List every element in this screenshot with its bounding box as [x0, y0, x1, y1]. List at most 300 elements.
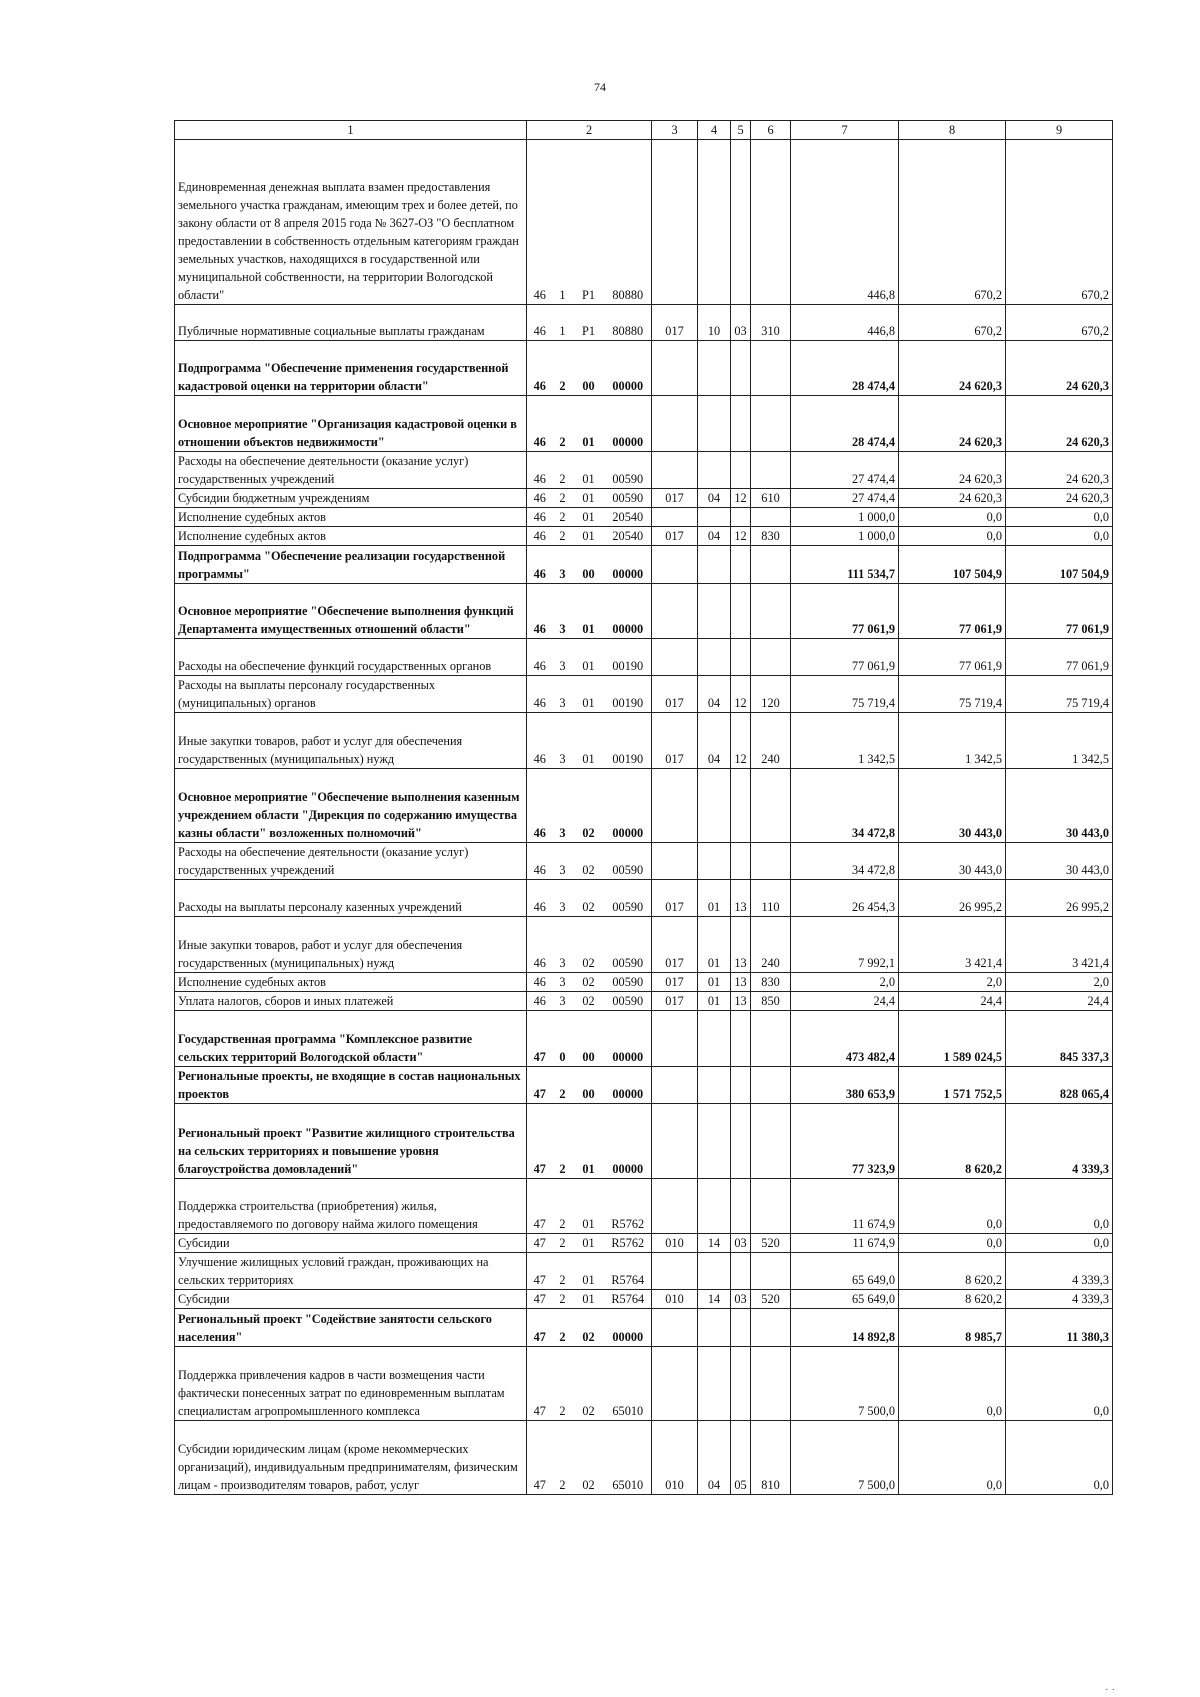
code-part-3: P1 [573, 140, 605, 305]
amount-col-8: 77 061,9 [899, 584, 1006, 639]
code-part-1: 46 [527, 140, 553, 305]
row-name: Расходы на выплаты персоналу государственных (муниципальных) органов [175, 676, 527, 713]
amount-col-7: 11 674,9 [791, 1234, 899, 1253]
amount-col-8: 30 443,0 [899, 769, 1006, 843]
row-name: Расходы на обеспечение деятельности (оказание услуг) государственных учреждений [175, 452, 527, 489]
amount-col-9: 11 380,3 [1006, 1309, 1113, 1347]
table-row [175, 140, 1113, 305]
expense-type-code: 830 [751, 973, 791, 992]
code-part-1: 46 [527, 508, 553, 527]
amount-col-9: 0,0 [1006, 1179, 1113, 1234]
code-part-2: 2 [553, 1234, 573, 1253]
code-part-2: 3 [553, 546, 573, 584]
ministry-code [652, 584, 698, 639]
section-code: 04 [698, 676, 731, 713]
expense-type-code: 520 [751, 1290, 791, 1309]
code-part-1: 47 [527, 1290, 553, 1309]
expense-type-code: 310 [751, 305, 791, 341]
code-part-4: 80880 [605, 140, 652, 305]
table-row [175, 1067, 1113, 1104]
amount-col-8: 24 620,3 [899, 341, 1006, 396]
table-row [175, 1347, 1113, 1421]
amount-col-8: 26 995,2 [899, 880, 1006, 917]
amount-col-9: 24 620,3 [1006, 489, 1113, 508]
amount-col-9: 0,0 [1006, 1347, 1113, 1421]
subsection-code: 03 [731, 1290, 751, 1309]
ministry-code [652, 843, 698, 880]
code-part-2: 2 [553, 1290, 573, 1309]
ministry-code [652, 452, 698, 489]
code-part-2: 2 [553, 1179, 573, 1234]
amount-col-7: 7 500,0 [791, 1421, 899, 1495]
header-cell-6: 6 [751, 121, 791, 140]
amount-col-9: 0,0 [1006, 508, 1113, 527]
amount-col-7: 77 061,9 [791, 584, 899, 639]
code-part-3: 01 [573, 1290, 605, 1309]
ministry-code: 010 [652, 1234, 698, 1253]
code-part-3: 00 [573, 1067, 605, 1104]
table-row [175, 1179, 1113, 1234]
ministry-code [652, 639, 698, 676]
code-part-3: 02 [573, 769, 605, 843]
code-part-4: 00590 [605, 489, 652, 508]
amount-col-9: 3 421,4 [1006, 917, 1113, 973]
amount-col-8: 30 443,0 [899, 843, 1006, 880]
section-code [698, 546, 731, 584]
amount-col-7: 27 474,4 [791, 489, 899, 508]
code-part-1: 46 [527, 917, 553, 973]
table-row [175, 546, 1113, 584]
subsection-code [731, 452, 751, 489]
table-row [175, 639, 1113, 676]
ministry-code [652, 1309, 698, 1347]
code-part-1: 46 [527, 973, 553, 992]
amount-col-7: 7 992,1 [791, 917, 899, 973]
amount-col-8: 1 342,5 [899, 713, 1006, 769]
section-code: 14 [698, 1290, 731, 1309]
expense-type-code: 240 [751, 713, 791, 769]
code-part-1: 47 [527, 1347, 553, 1421]
row-name: Улучшение жилищных условий граждан, проживающих на сельских территориях [175, 1253, 527, 1290]
section-code [698, 396, 731, 452]
amount-col-7: 26 454,3 [791, 880, 899, 917]
ministry-code [652, 1104, 698, 1179]
table-row [175, 1253, 1113, 1290]
amount-col-9: 1 342,5 [1006, 713, 1113, 769]
amount-col-9: 0,0 [1006, 527, 1113, 546]
expense-type-code [751, 508, 791, 527]
ministry-code: 017 [652, 917, 698, 973]
amount-col-7: 28 474,4 [791, 341, 899, 396]
amount-col-8: 24 620,3 [899, 489, 1006, 508]
code-part-2: 3 [553, 769, 573, 843]
code-part-3: 02 [573, 917, 605, 973]
ministry-code [652, 546, 698, 584]
code-part-2: 3 [553, 973, 573, 992]
section-code [698, 1104, 731, 1179]
section-code [698, 1253, 731, 1290]
amount-col-7: 7 500,0 [791, 1347, 899, 1421]
amount-col-9: 0,0 [1006, 1421, 1113, 1495]
subsection-code: 12 [731, 713, 751, 769]
amount-col-7: 65 649,0 [791, 1290, 899, 1309]
ministry-code [652, 396, 698, 452]
code-part-4: 00000 [605, 1104, 652, 1179]
expense-type-code: 850 [751, 992, 791, 1011]
row-name: Иные закупки товаров, работ и услуг для обеспечения государственных (муниципальных) нужд [175, 713, 527, 769]
table-row [175, 1011, 1113, 1067]
expense-type-code [751, 1179, 791, 1234]
amount-col-7: 28 474,4 [791, 396, 899, 452]
section-code [698, 1347, 731, 1421]
subsection-code: 12 [731, 676, 751, 713]
code-part-3: 00 [573, 341, 605, 396]
amount-col-7: 380 653,9 [791, 1067, 899, 1104]
code-part-3: 01 [573, 1104, 605, 1179]
amount-col-9: 4 339,3 [1006, 1290, 1113, 1309]
amount-col-9: 24 620,3 [1006, 452, 1113, 489]
code-part-2: 3 [553, 880, 573, 917]
code-part-3: 01 [573, 713, 605, 769]
amount-col-9: 26 995,2 [1006, 880, 1113, 917]
amount-col-8: 24 620,3 [899, 396, 1006, 452]
subsection-code [731, 1347, 751, 1421]
header-row [175, 121, 1113, 140]
amount-col-7: 34 472,8 [791, 843, 899, 880]
code-part-4: 00590 [605, 452, 652, 489]
amount-col-8: 3 421,4 [899, 917, 1006, 973]
ministry-code [652, 769, 698, 843]
section-code: 04 [698, 527, 731, 546]
row-name: Субсидии [175, 1290, 527, 1309]
row-name: Основное мероприятие "Обеспечение выполнения казенным учреждением области "Дирекция по содержанию имущества казны области" возложенных полномочий" [175, 769, 527, 843]
expense-type-code: 830 [751, 527, 791, 546]
section-code [698, 1179, 731, 1234]
code-part-3: 01 [573, 1234, 605, 1253]
code-part-1: 46 [527, 843, 553, 880]
row-name: Исполнение судебных актов [175, 973, 527, 992]
ministry-code [652, 1347, 698, 1421]
section-code: 04 [698, 1421, 731, 1495]
amount-col-9: 75 719,4 [1006, 676, 1113, 713]
amount-col-8: 1 589 024,5 [899, 1011, 1006, 1067]
expense-type-code [751, 1011, 791, 1067]
code-part-3: 02 [573, 1347, 605, 1421]
row-name: Основное мероприятие "Организация кадастровой оценки в отношении объектов недвижимости" [175, 396, 527, 452]
row-name: Поддержка строительства (приобретения) жилья, предоставляемого по договору найма жилого помещения [175, 1179, 527, 1234]
table-row [175, 676, 1113, 713]
code-part-3: 01 [573, 1179, 605, 1234]
code-part-2: 1 [553, 305, 573, 341]
ministry-code: 017 [652, 527, 698, 546]
subsection-code: 13 [731, 880, 751, 917]
expense-type-code [751, 1104, 791, 1179]
code-part-4: 00590 [605, 992, 652, 1011]
subsection-code [731, 639, 751, 676]
row-name: Подпрограмма "Обеспечение применения государственной кадастровой оценки на территории области" [175, 341, 527, 396]
section-code [698, 1309, 731, 1347]
section-code: 01 [698, 973, 731, 992]
section-code [698, 843, 731, 880]
code-part-4: 00190 [605, 713, 652, 769]
subsection-code: 03 [731, 1234, 751, 1253]
section-code: 01 [698, 880, 731, 917]
table-row [175, 880, 1113, 917]
ministry-code [652, 1253, 698, 1290]
code-part-1: 46 [527, 769, 553, 843]
code-part-3: 01 [573, 1253, 605, 1290]
code-part-2: 2 [553, 489, 573, 508]
row-name: Государственная программа "Комплексное развитие сельских территорий Вологодской области" [175, 1011, 527, 1067]
table-row [175, 843, 1113, 880]
ministry-code: 010 [652, 1290, 698, 1309]
code-part-3: 01 [573, 452, 605, 489]
row-name: Субсидии [175, 1234, 527, 1253]
ministry-code [652, 1011, 698, 1067]
code-part-4: 20540 [605, 508, 652, 527]
code-part-1: 47 [527, 1067, 553, 1104]
ministry-code: 010 [652, 1421, 698, 1495]
section-code [698, 452, 731, 489]
expense-type-code: 240 [751, 917, 791, 973]
subsection-code: 13 [731, 973, 751, 992]
expense-type-code: 110 [751, 880, 791, 917]
amount-col-9: 670,2 [1006, 140, 1113, 305]
code-part-1: 46 [527, 880, 553, 917]
table-body [175, 140, 1113, 1495]
expense-type-code [751, 1253, 791, 1290]
amount-col-7: 1 000,0 [791, 508, 899, 527]
table-row [175, 1234, 1113, 1253]
amount-col-9: 2,0 [1006, 973, 1113, 992]
section-code [698, 584, 731, 639]
table-row [175, 713, 1113, 769]
header-cell-2: 2 [527, 121, 652, 140]
expense-type-code: 810 [751, 1421, 791, 1495]
amount-col-8: 2,0 [899, 973, 1006, 992]
row-name: Исполнение судебных актов [175, 508, 527, 527]
code-part-3: 01 [573, 639, 605, 676]
code-part-4: 65010 [605, 1421, 652, 1495]
code-part-1: 46 [527, 396, 553, 452]
row-name: Подпрограмма "Обеспечение реализации государственной программы" [175, 546, 527, 584]
amount-col-8: 77 061,9 [899, 639, 1006, 676]
expense-type-code [751, 769, 791, 843]
ministry-code: 017 [652, 489, 698, 508]
code-part-4: 00190 [605, 639, 652, 676]
row-name: Региональный проект "Развитие жилищного строительства на сельских территориях и повышение уровня благоустройства домовладений" [175, 1104, 527, 1179]
amount-col-7: 1 000,0 [791, 527, 899, 546]
amount-col-7: 27 474,4 [791, 452, 899, 489]
subsection-code [731, 1253, 751, 1290]
code-part-3: 02 [573, 992, 605, 1011]
code-part-1: 47 [527, 1253, 553, 1290]
row-name: Субсидии юридическим лицам (кроме некоммерческих организаций), индивидуальным предпринимателям, физическим лицам - производителям товаров, работ, услуг [175, 1421, 527, 1495]
subsection-code [731, 843, 751, 880]
table-row [175, 341, 1113, 396]
section-code: 01 [698, 992, 731, 1011]
code-part-2: 3 [553, 584, 573, 639]
table-row [175, 769, 1113, 843]
expense-type-code [751, 341, 791, 396]
ministry-code [652, 1067, 698, 1104]
code-part-3: 02 [573, 1421, 605, 1495]
amount-col-7: 11 674,9 [791, 1179, 899, 1234]
table-row [175, 396, 1113, 452]
section-code [698, 769, 731, 843]
code-part-4: 00000 [605, 1011, 652, 1067]
amount-col-9: 77 061,9 [1006, 639, 1113, 676]
header-cell-3: 3 [652, 121, 698, 140]
code-part-3: 02 [573, 1309, 605, 1347]
budget-table [174, 120, 1113, 1495]
ministry-code [652, 1179, 698, 1234]
code-part-4: 00000 [605, 584, 652, 639]
section-code [698, 341, 731, 396]
section-code: 04 [698, 489, 731, 508]
subsection-code: 12 [731, 489, 751, 508]
row-name: Иные закупки товаров, работ и услуг для обеспечения государственных (муниципальных) нужд [175, 917, 527, 973]
row-name: Поддержка привлечения кадров в части возмещения части фактически понесенных затрат по единовременным выплатам специалистам агропромышленного комплекса [175, 1347, 527, 1421]
table-row [175, 1421, 1113, 1495]
code-part-1: 46 [527, 527, 553, 546]
amount-col-9: 0,0 [1006, 1234, 1113, 1253]
ministry-code: 017 [652, 880, 698, 917]
code-part-1: 47 [527, 1234, 553, 1253]
expense-type-code [751, 140, 791, 305]
code-part-2: 2 [553, 1309, 573, 1347]
table-row [175, 917, 1113, 973]
amount-col-8: 24,4 [899, 992, 1006, 1011]
code-part-3: 02 [573, 880, 605, 917]
amount-col-7: 1 342,5 [791, 713, 899, 769]
row-name: Единовременная денежная выплата взамен предоставления земельного участка гражданам, имеющим трех и более детей, по закону области от 8 апреля 2015 года № 3627-ОЗ "О бесплатном предоставлении в собственность отдельным категориям граждан земельных участков, находящихся в государственной или муниципальной собственности, на территории Вологодской области" [175, 140, 527, 305]
row-name: Региональный проект "Содействие занятости сельского населения" [175, 1309, 527, 1347]
code-part-2: 2 [553, 1421, 573, 1495]
amount-col-8: 670,2 [899, 140, 1006, 305]
amount-col-9: 24 620,3 [1006, 396, 1113, 452]
row-name: Расходы на обеспечение функций государственных органов [175, 639, 527, 676]
code-part-2: 2 [553, 1347, 573, 1421]
expense-type-code: 120 [751, 676, 791, 713]
code-part-2: 2 [553, 1104, 573, 1179]
scan-mark: · · [1105, 1684, 1116, 1696]
code-part-2: 3 [553, 992, 573, 1011]
code-part-2: 2 [553, 1253, 573, 1290]
code-part-4: 20540 [605, 527, 652, 546]
code-part-3: 00 [573, 1011, 605, 1067]
amount-col-7: 473 482,4 [791, 1011, 899, 1067]
code-part-4: 65010 [605, 1347, 652, 1421]
amount-col-8: 75 719,4 [899, 676, 1006, 713]
amount-col-8: 8 620,2 [899, 1253, 1006, 1290]
expense-type-code [751, 396, 791, 452]
expense-type-code [751, 1347, 791, 1421]
code-part-2: 2 [553, 452, 573, 489]
expense-type-code [751, 639, 791, 676]
code-part-4: 00190 [605, 676, 652, 713]
code-part-4: R5762 [605, 1234, 652, 1253]
table-row [175, 508, 1113, 527]
code-part-4: 00590 [605, 973, 652, 992]
subsection-code [731, 341, 751, 396]
section-code: 14 [698, 1234, 731, 1253]
code-part-4: 00590 [605, 917, 652, 973]
code-part-3: P1 [573, 305, 605, 341]
row-name: Расходы на обеспечение деятельности (оказание услуг) государственных учреждений [175, 843, 527, 880]
code-part-1: 47 [527, 1309, 553, 1347]
code-part-4: R5762 [605, 1179, 652, 1234]
row-name: Исполнение судебных актов [175, 527, 527, 546]
section-code [698, 140, 731, 305]
code-part-4: 00000 [605, 546, 652, 584]
header-cell-8: 8 [899, 121, 1006, 140]
ministry-code [652, 140, 698, 305]
code-part-1: 47 [527, 1011, 553, 1067]
amount-col-8: 0,0 [899, 1234, 1006, 1253]
row-name: Субсидии бюджетным учреждениям [175, 489, 527, 508]
code-part-1: 46 [527, 489, 553, 508]
subsection-code: 03 [731, 305, 751, 341]
row-name: Публичные нормативные социальные выплаты гражданам [175, 305, 527, 341]
ministry-code [652, 341, 698, 396]
section-code: 01 [698, 917, 731, 973]
ministry-code: 017 [652, 305, 698, 341]
table-row [175, 1309, 1113, 1347]
subsection-code [731, 508, 751, 527]
amount-col-7: 14 892,8 [791, 1309, 899, 1347]
expense-type-code [751, 1309, 791, 1347]
code-part-1: 46 [527, 992, 553, 1011]
code-part-1: 46 [527, 546, 553, 584]
amount-col-8: 1 571 752,5 [899, 1067, 1006, 1104]
code-part-2: 3 [553, 843, 573, 880]
table-row [175, 527, 1113, 546]
subsection-code [731, 1011, 751, 1067]
code-part-1: 47 [527, 1104, 553, 1179]
expense-type-code [751, 452, 791, 489]
subsection-code [731, 140, 751, 305]
subsection-code: 12 [731, 527, 751, 546]
amount-col-7: 24,4 [791, 992, 899, 1011]
subsection-code: 13 [731, 917, 751, 973]
code-part-2: 2 [553, 508, 573, 527]
amount-col-8: 8 620,2 [899, 1290, 1006, 1309]
code-part-4: R5764 [605, 1290, 652, 1309]
expense-type-code [751, 843, 791, 880]
table-row [175, 584, 1113, 639]
row-name: Расходы на выплаты персоналу казенных учреждений [175, 880, 527, 917]
subsection-code [731, 1179, 751, 1234]
code-part-3: 01 [573, 584, 605, 639]
amount-col-9: 30 443,0 [1006, 843, 1113, 880]
section-code [698, 508, 731, 527]
code-part-1: 46 [527, 305, 553, 341]
code-part-1: 47 [527, 1421, 553, 1495]
table-row [175, 973, 1113, 992]
code-part-1: 46 [527, 676, 553, 713]
amount-col-9: 828 065,4 [1006, 1067, 1113, 1104]
subsection-code [731, 1309, 751, 1347]
table-row [175, 489, 1113, 508]
code-part-1: 46 [527, 341, 553, 396]
section-code: 10 [698, 305, 731, 341]
code-part-1: 46 [527, 639, 553, 676]
amount-col-8: 0,0 [899, 1347, 1006, 1421]
subsection-code [731, 769, 751, 843]
code-part-2: 3 [553, 713, 573, 769]
header-cell-5: 5 [731, 121, 751, 140]
